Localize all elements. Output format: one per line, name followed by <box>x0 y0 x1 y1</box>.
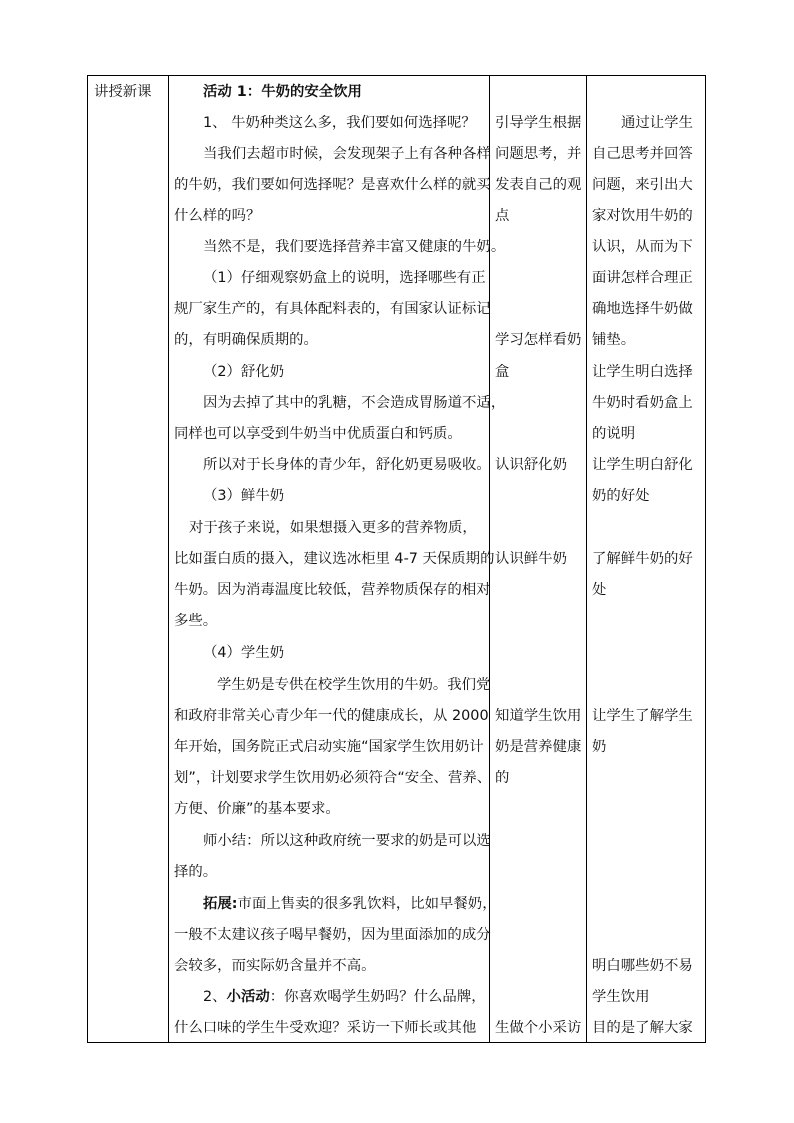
paragraph-line: 方便、价廉”的基本要求。 <box>174 801 340 817</box>
student-line: 发表自己的观 <box>495 177 582 193</box>
intent-line: 问题，来引出大 <box>592 177 693 193</box>
intent-line: 目的是了解大家 <box>592 1020 693 1036</box>
intent-line: 让学生明白选择 <box>592 364 693 380</box>
paragraph-line: 因为去掉了其中的乳糖，不会造成胃肠道不适， <box>203 395 506 411</box>
paragraph-line: 什么口味的学生牛受欢迎？采访一下师长或其他 <box>174 1020 477 1036</box>
intent-line: 了解鲜牛奶的好 <box>592 551 693 567</box>
paragraph-line: 所以对于长身体的青少年，舒化奶更易吸收。 <box>203 457 491 473</box>
paragraph-line: 的牛奶，我们要如何选择呢？是喜欢什么样的就买 <box>174 177 491 193</box>
paragraph-line: 一般不太建议孩子喝早餐奶，因为里面添加的成分 <box>174 927 491 943</box>
paragraph-line: 当然不是，我们要选择营养丰富又健康的牛奶。 <box>203 239 506 255</box>
intent-line: 的说明 <box>592 426 636 442</box>
paragraph-line: 的，有明确保质期的。 <box>174 332 318 348</box>
student-line: 问题思考，并 <box>495 146 582 162</box>
intent-line: 学生饮用 <box>592 989 650 1005</box>
student-line: 奶是营养健康 <box>495 739 582 755</box>
student-line: 生做个小采访 <box>495 1020 582 1036</box>
student-line: 点 <box>495 208 510 224</box>
section-cell <box>88 76 168 1042</box>
student-line: 学习怎样看奶 <box>495 332 582 348</box>
intent-line: 认识，从而为下 <box>592 239 693 255</box>
intent-line: 奶 <box>592 739 607 755</box>
paragraph-line: 同样也可以享受到牛奶当中优质蛋白和钙质。 <box>174 426 462 442</box>
student-line: 的 <box>495 770 510 786</box>
student-cell <box>490 76 586 1042</box>
paragraph-line: 会较多，而实际奶含量并不高。 <box>174 958 376 974</box>
paragraph-line: 牛奶。因为消毒温度比较低，营养物质保存的相对 <box>174 582 491 598</box>
paragraph-line: 规厂家生产的，有具体配料表的，有国家认证标记 <box>174 301 491 317</box>
summary-line: 择的。 <box>174 864 218 880</box>
student-line: 认识鲜牛奶 <box>495 551 567 567</box>
paragraph-line: 学生奶是专供在校学生饮用的牛奶。我们党 <box>217 677 491 693</box>
item-title: （2）舒化奶 <box>203 364 285 380</box>
intent-line: 确地选择牛奶做 <box>592 301 693 317</box>
intent-line: 通过让学生 <box>621 115 693 131</box>
student-line: 知道学生饮用 <box>495 708 582 724</box>
intent-line: 铺垫。 <box>592 332 636 348</box>
paragraph-line: （1）仔细观察奶盒上的说明，选择哪些有正 <box>203 270 486 286</box>
paragraph-line: 年开始，国务院正式启动实施“国家学生饮用奶计 <box>174 739 484 755</box>
activity-2-line: 2、小活动：你喜欢喝学生奶吗？什么品牌， <box>203 989 486 1005</box>
section-label: 讲授新课 <box>94 84 152 100</box>
activity-heading: 活动 1：牛奶的安全饮用 <box>203 84 362 100</box>
intent-line: 牛奶时看奶盒上 <box>592 395 693 411</box>
lesson-table <box>87 75 706 1043</box>
intent-line: 明白哪些奶不易 <box>592 958 693 974</box>
intent-line: 让学生明白舒化 <box>592 457 693 473</box>
paragraph-line: 多些。 <box>174 613 218 629</box>
intent-line: 家对饮用牛奶的 <box>592 208 693 224</box>
intent-line: 奶的好处 <box>592 488 650 504</box>
content-cell <box>169 76 506 1042</box>
student-line: 盒 <box>495 364 510 380</box>
student-line: 认识舒化奶 <box>495 457 567 473</box>
item-title: （4）学生奶 <box>203 645 285 661</box>
question-1: 1、 牛奶种类这么多，我们要如何选择呢？ <box>203 115 476 131</box>
paragraph-line: 和政府非常关心青少年一代的健康成长，从 2000 <box>174 708 489 724</box>
item-title: （3）鲜牛奶 <box>203 488 285 504</box>
extension-line: 拓展:市面上售卖的很多乳饮料，比如早餐奶， <box>203 896 497 912</box>
intent-line: 面讲怎样合理正 <box>592 270 693 286</box>
extension-label: 拓展: <box>203 896 238 912</box>
activity-2-label: 小活动 <box>226 989 270 1005</box>
paragraph-line: 对于孩子来说，如果想摄入更多的营养物质， <box>189 520 477 536</box>
summary-line: 师小结：所以这种政府统一要求的奶是可以选 <box>203 833 491 849</box>
paragraph-line: 比如蛋白质的摄入，建议选冰柜里 4-7 天保质期的 <box>174 551 495 567</box>
intent-line: 处 <box>592 582 607 598</box>
paragraph-line: 划”，计划要求学生饮用奶必须符合“安全、营养、 <box>174 770 492 786</box>
student-line: 引导学生根据 <box>495 115 582 131</box>
paragraph-line: 当我们去超市时候，会发现架子上有各种各样 <box>203 146 491 162</box>
intent-line: 自己思考并回答 <box>592 146 693 162</box>
intent-line: 让学生了解学生 <box>592 708 693 724</box>
intent-cell <box>587 76 705 1042</box>
paragraph-line: 什么样的吗？ <box>174 208 261 224</box>
